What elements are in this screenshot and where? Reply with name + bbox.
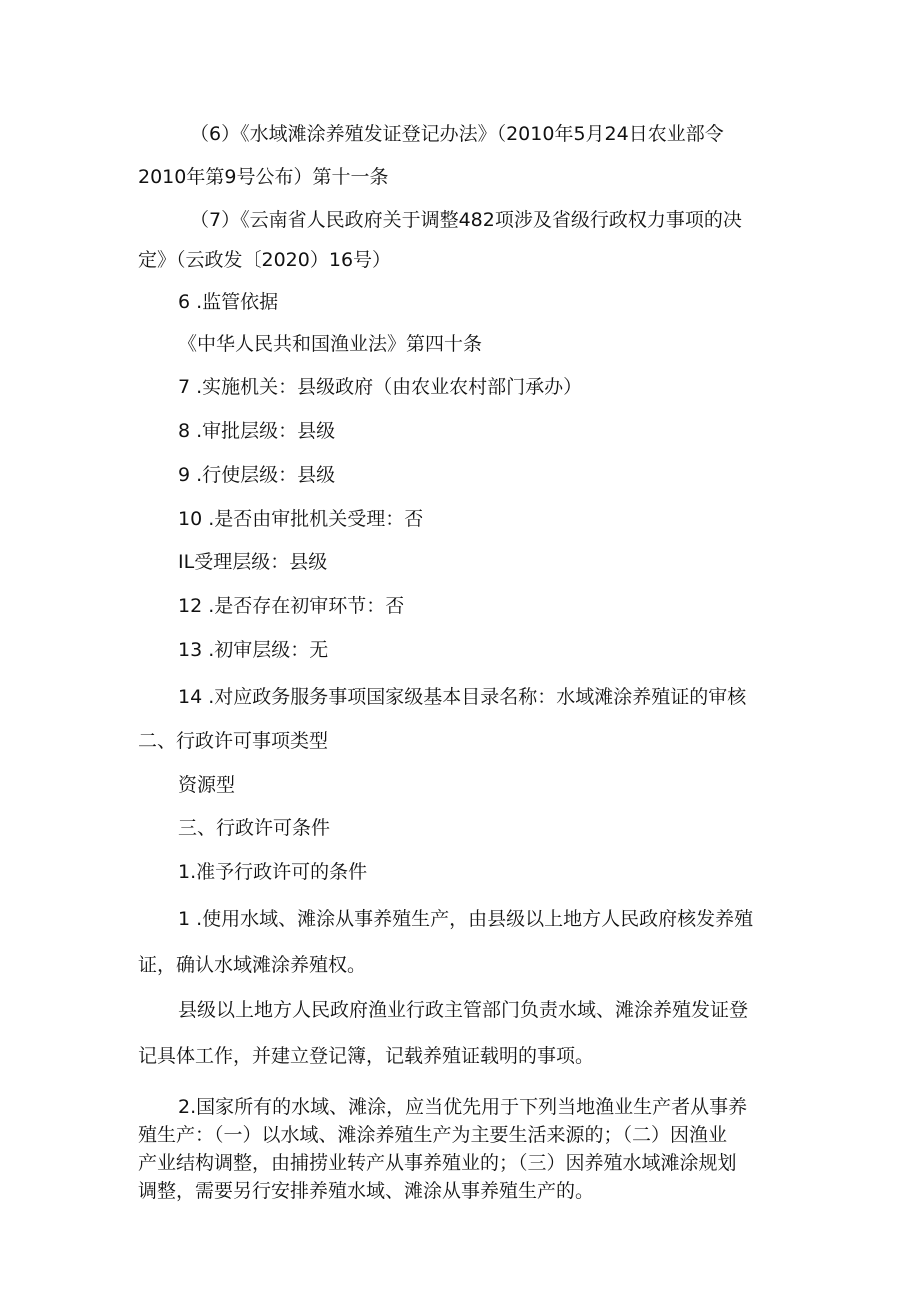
document-line: （7）《云南省人民政府关于调整482项涉及省级行政权力事项的决 (190, 209, 742, 231)
document-line: IL受理层级：县级 (178, 551, 328, 573)
document-line: 2.国家所有的水域、滩涂，应当优先用于下列当地渔业生产者从事养 (178, 1096, 748, 1118)
document-line: 资源型 (178, 774, 236, 796)
section-heading: 1.准予行政许可的条件 (178, 861, 368, 883)
document-line: 证，确认水域滩涂养殖权。 (138, 954, 367, 976)
document-line: 7 .实施机关：县级政府（由农业农村部门承办） (178, 376, 583, 398)
document-line: 10 .是否由审批机关受理：否 (178, 508, 424, 530)
document-line: 调整，需要另行安排养殖水域、滩涂从事养殖生产的。 (138, 1180, 595, 1202)
document-line: 记具体工作，并建立登记簿，记载养殖证载明的事项。 (138, 1045, 595, 1067)
document-line: 《中华人民共和国渔业法》第四十条 (178, 333, 483, 355)
document-line: 县级以上地方人民政府渔业行政主管部门负责水域、滩涂养殖发证登 (178, 999, 749, 1021)
document-line: 8 .审批层级：县级 (178, 420, 336, 442)
document-line: （6）《水域滩涂养殖发证登记办法》（2010年5月24日农业部令 (190, 123, 724, 145)
document-line: 13 .初审层级：无 (178, 639, 329, 661)
document-line: 2010年第9号公布）第十一条 (138, 166, 389, 188)
document-line: 12 .是否存在初审环节：否 (178, 595, 405, 617)
section-heading: 6 .监管依据 (178, 291, 279, 313)
document-line: 9 .行使层级：县级 (178, 464, 336, 486)
document-line: 定》（云政发〔2020）16号） (138, 249, 392, 271)
document-line: 产业结构调整，由捕捞业转产从事养殖业的；（三）因养殖水域滩涂规划 (138, 1152, 737, 1174)
section-heading: 二、行政许可事项类型 (138, 730, 329, 752)
section-heading: 三、行政许可条件 (178, 817, 331, 839)
document-line: 14 .对应政务服务事项国家级基本目录名称：水域滩涂养殖证的审核 (178, 686, 747, 708)
document-line: 1 .使用水域、滩涂从事养殖生产，由县级以上地方人民政府核发养殖 (178, 908, 754, 930)
document-line: 殖生产：（一）以水域、滩涂养殖生产为主要生活来源的；（二）因渔业 (138, 1124, 728, 1146)
